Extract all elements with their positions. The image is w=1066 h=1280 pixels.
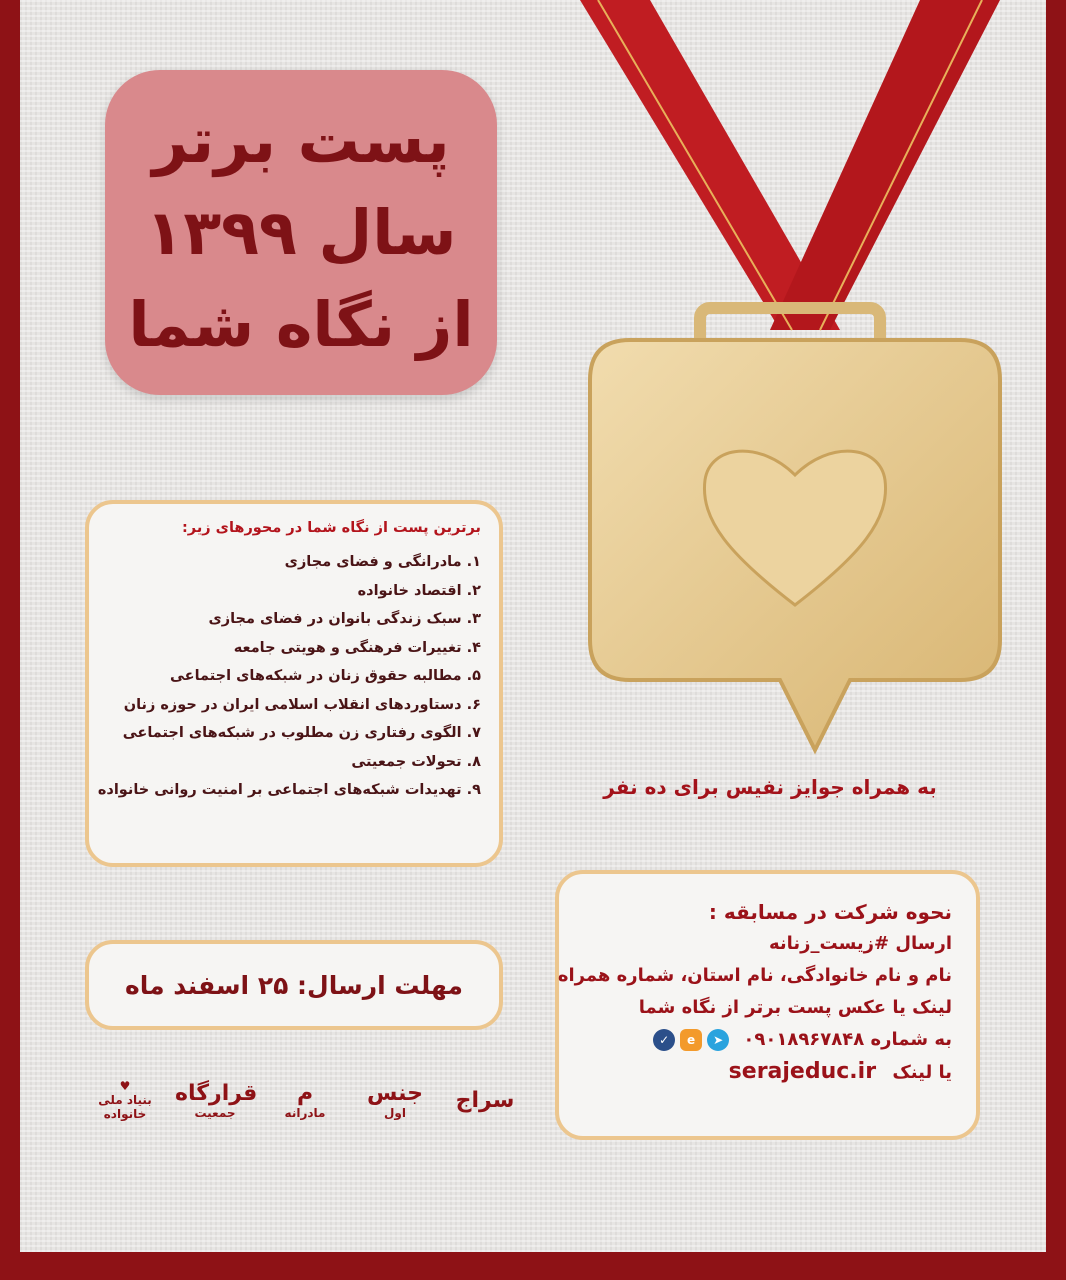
ribbon-right [770, 0, 1000, 330]
logo-madaraneh: ﻡ مادرانه [284, 1080, 326, 1120]
contest-box [555, 870, 980, 1140]
title-line-1: پست برتر [152, 103, 450, 177]
topic-item: ۲. اقتصاد خانواده [357, 582, 481, 599]
title-line-2: سال ۱۳۹۹ [145, 195, 457, 269]
topic-item: ۷. الگوی رفتاری زن مطلوب در شبکه‌های اجتماعی [122, 725, 481, 741]
contest-line: ارسال #زیست_زنانه [768, 933, 952, 954]
medal-illustration [540, 0, 1040, 780]
soroush-icon[interactable]: ✓ [653, 1029, 675, 1051]
topic-item: ۱. مادرانگی و فضای مجازی [284, 554, 481, 570]
link-label: یا لینک [892, 1062, 952, 1083]
website-link[interactable]: serajeduc.ir [728, 1059, 877, 1084]
deadline-text: مهلت ارسال: ۲۵ اسفند ماه [124, 970, 464, 1000]
logo-seraj: سراج [455, 1087, 515, 1113]
phone-label: به شماره [870, 1029, 952, 1050]
eitaa-icon[interactable]: e [680, 1029, 702, 1051]
title-box [105, 70, 497, 395]
logo-jamiat: قرارگاه جمعیت [175, 1080, 258, 1120]
topics-heading: برترین پست از نگاه شما در محورهای زیر: [182, 520, 481, 536]
topic-item: ۳. سبک زندگی بانوان در فضای مجازی [208, 611, 481, 627]
logo-jens-aval: جنس اول [367, 1080, 423, 1120]
contest-line: نام و نام خانوادگی، نام استان، شماره همراه [557, 965, 952, 986]
contest-heading: نحوه شرکت در مسابقه : [708, 900, 952, 924]
topic-item: ۸. تحولات جمعیتی [351, 753, 481, 770]
contest-line: لینک یا عکس پست برتر از نگاه شما [638, 997, 952, 1018]
prize-text: به همراه جوایز نفیس برای ده نفر [603, 775, 937, 799]
topics-box [85, 500, 503, 867]
topic-item: ۵. مطالبه حقوق زنان در شبکه‌های اجتماعی [170, 668, 481, 684]
logo-family-foundation: ♥ بنیاد ملی خانواده [98, 1079, 152, 1121]
topic-item: ۴. تغییرات فرهنگی و هویتی جامعه [233, 639, 481, 656]
title-line-3: از نگاه شما [128, 287, 474, 361]
sponsor-logos [85, 1060, 525, 1140]
telegram-icon[interactable]: ➤ [707, 1029, 729, 1051]
contest-phone-line [583, 1024, 952, 1056]
phone-number[interactable]: ۰۹۰۱۸۹۶۷۸۴۸ [743, 1029, 865, 1050]
deadline-box [85, 940, 503, 1030]
topic-item: ۶. دستاوردهای انقلاب اسلامی ایران در حوزه زنان [123, 696, 481, 713]
contest-link-line [583, 1056, 952, 1089]
topic-item: ۹. تهدیدات شبکه‌های اجتماعی بر امنیت روانی خانواده [97, 782, 481, 798]
messenger-icons [653, 1029, 729, 1051]
